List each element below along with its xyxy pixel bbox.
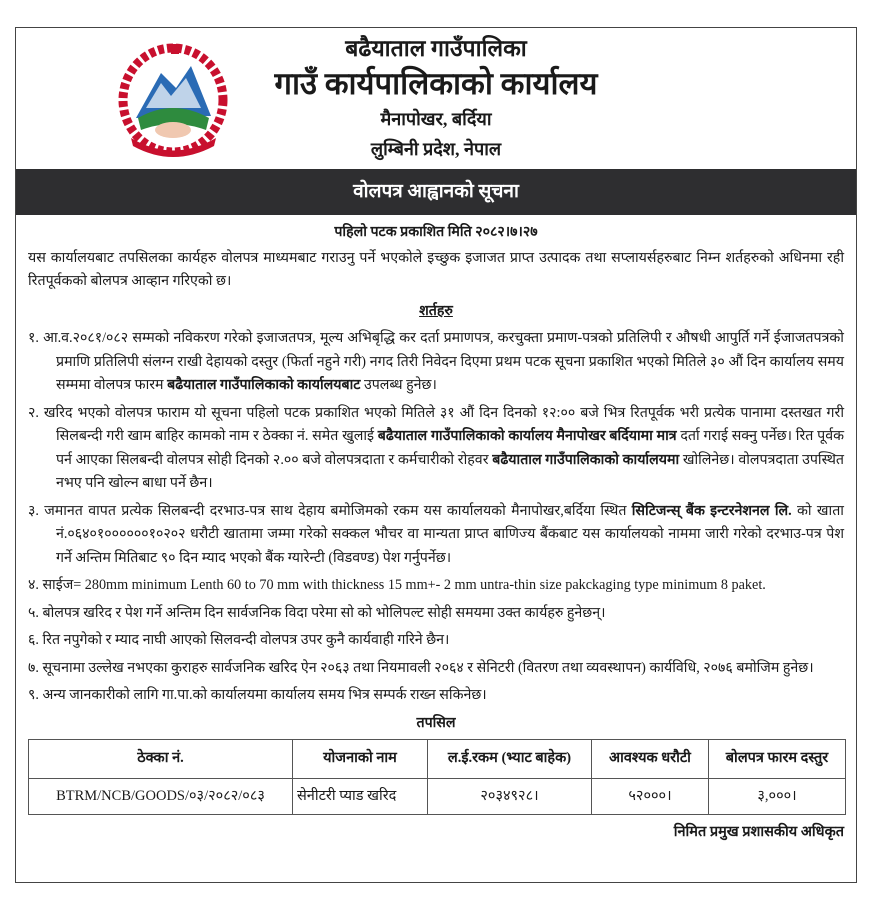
term-item <box>28 602 844 626</box>
table-header-row <box>29 740 846 779</box>
province: लुम्बिनी प्रदेश, नेपाल <box>370 139 502 159</box>
office-location: मैनापोखर, बर्दिया <box>380 109 492 129</box>
column-header: आवश्यक धरौटी <box>592 740 709 779</box>
term-text: ५. बोलपत्र खरिद र पेश गर्ने अन्तिम दिन सार्वजनिक विदा परेमा सो को भोलिपल्ट सोही समयमा उक्त कार्यहरु हुनेछन्। <box>28 604 606 621</box>
letterhead <box>16 28 856 169</box>
column-header: बोलपत्र फारम दस्तुर <box>709 740 846 779</box>
municipality-name: बढैयाताल गाउँपालिका <box>345 36 527 61</box>
table-cell: BTRM/NCB/GOODS/०३/२०८२/०८३ <box>29 779 293 815</box>
table-row <box>29 779 846 815</box>
term-bold-text: सिटिजन्स् बैंक इन्टरनेशनल लि. <box>631 502 792 519</box>
intro-paragraph: यस कार्यालयबाट तपसिलका कार्यहरु वोलपत्र माध्यमबाट गराउनु पर्ने भएकोले इच्छुक इजाजत प्राप्त उत्पादक तथा सप्लायर्सहरुबाट निम्न शर्तहरुको अधिनमा रही रितपूर्वकको बोलपत्र आव्हान गरिएको छ। <box>28 249 844 289</box>
term-bold-text: बढैयाताल गाउँपालिकाको कार्यालयमा <box>492 451 680 468</box>
published-date: पहिलो पटक प्रकाशित मिति २०८२।७।२७ <box>334 224 538 240</box>
schedule-table <box>28 739 846 815</box>
terms-heading: शर्तहरु <box>419 302 453 319</box>
term-text: ३. जमानत वापत प्रत्येक सिलबन्दी दरभाउ-पत्र साथ देहाय बमोजिमको रकम यस कार्यालयको मैनापोखर,बर्दिया स्थित <box>28 502 632 519</box>
table-cell: २०३४९२८। <box>428 779 592 815</box>
term-item <box>28 629 844 653</box>
notice-body <box>16 215 856 845</box>
term-text: ६. रित नपुगेको र म्याद नाघी आएको सिलवन्दी वोलपत्र उपर कुनै कार्यवाही गरिने छैन। <box>28 632 450 648</box>
term-item <box>28 327 844 398</box>
notice-title-banner: वोलपत्र आह्वानको सूचना <box>16 169 856 215</box>
table-cell: सेनीटरी प्याड खरिद <box>293 779 428 815</box>
term-item <box>28 500 844 571</box>
term-text: ४. साईज= 280mm minimum Lenth 60 to 70 mm with thickness 15 mm+- 2 mm untra-thin size pakckaging type minimum 8 paket. <box>28 577 766 593</box>
term-text: को खाता नं.०६४०१००००००१०२०२ धरौटी खातामा जम्मा गरेको सक्कल भौचर वा मान्यता प्राप्त बाणिज्य बैंकबाट यस कार्यालयको नाममा जारी गरेको दरभाउ-पत्र पेश गर्ने अन्तिम मितिबाट ९० दिन म्याद भएको बैंक ग्यारेन्टी (विडवण्ड) पेश गर्नुपर्नेछ। <box>56 502 844 566</box>
column-header: योजनाको नाम <box>293 740 428 779</box>
term-text: ७. सूचनामा उल्लेख नभएका कुराहरु सार्वजनिक खरिद ऐन २०६३ तथा नियमावली २०६४ र सेनिटरी (वितरण तथा व्यवस्थापन) कार्यविधि, २०७६ बमोजिम हुनेछ। <box>28 659 814 676</box>
term-bold-text: बढैयाताल गाउँपालिकाको कार्यालय मैनापोखर बर्दियामा मात्र <box>377 428 677 444</box>
term-item <box>28 684 844 708</box>
term-bold-text: बढैयाताल गाउँपालिकाको कार्यालयबाट <box>167 377 361 393</box>
term-item <box>28 402 844 496</box>
term-item <box>28 657 844 681</box>
signatory-title: निमित प्रमुख प्रशासकीय अधिकृत <box>673 824 844 840</box>
term-text: उपलब्ध हुनेछ। <box>360 377 437 393</box>
term-text: दर्ता गराई सक्नु पर्नेछ। रित पूर्वक पर्न आएका सिलबन्दी वोलपत्र सोही दिनको २.०० बजे वोलपत्रदाता र कर्मचारीको रोहवर <box>56 428 844 468</box>
term-text: ९. अन्य जानकारीको लागि गा.पा.को कार्यालयमा कार्यालय समय भित्र सम्पर्क राख्न सकिनेछ। <box>28 687 487 703</box>
term-item <box>28 574 844 598</box>
column-header: ल.ई.रकम (भ्याट बाहेक) <box>428 740 592 779</box>
term-text: १. आ.व.२०८१/०८२ सम्मको नविकरण गरेको इजाजतपत्र, मूल्य अभिबृद्धि कर दर्ता प्रमाणपत्र, करचुक्ता प्रमाण-पत्रको प्रतिलिपी र औषधी आपुर्ति गर्ने ईजाजतपत्रको प्रमाणि प्रतिलिपी संलग्न राखी देहायको दस्तुर (फिर्ता नहुने गरी) नगद तिरी निवेदन दिएमा प्रथम पटक सूचना प्रकाशित भएको मितिले ३० औं दिन कार्यालय समय सम्ममा वोलपत्र फारम <box>28 330 844 393</box>
notice-document <box>15 27 857 883</box>
table-cell: ३,०००। <box>709 779 846 815</box>
term-text: २. खरिद भएको वोलपत्र फाराम यो सूचना पहिलो पटक प्रकाशित भएको मितिले ३१ औं दिन दिनको १२:०० बजे भित्र रितपूर्वक भरी प्रत्येक पानामा दस्तखत गरी सिलबन्दी गरी खाम बाहिर कामको नाम र ठेक्का नं. समेत खुलाई <box>28 404 844 444</box>
table-cell: ५२०००। <box>592 779 709 815</box>
term-text: खोलिनेछ। वोलपत्रदाता उपस्थित नभए पनि खोल्न बाधा पर्ने छैन। <box>56 451 844 491</box>
column-header: ठेक्का नं. <box>29 740 293 779</box>
schedule-heading: तपसिल <box>416 714 456 731</box>
office-name: गाउँ कार्यपालिकाको कार्यालय <box>274 66 598 101</box>
